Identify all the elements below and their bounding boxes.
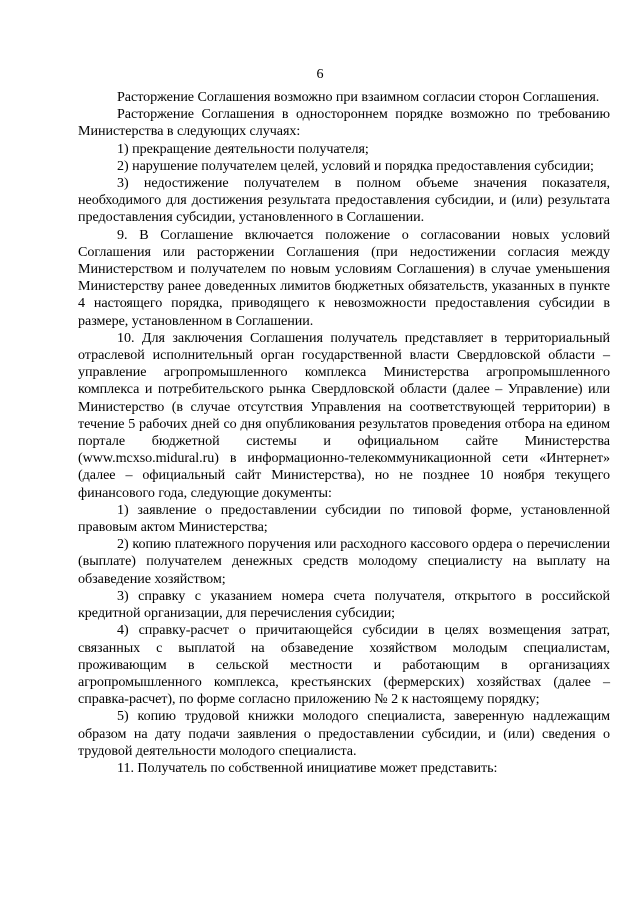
paragraph-termination-mutual: Расторжение Соглашения возможно при взаимном согласии сторон Соглашения. bbox=[117, 89, 600, 105]
paragraph-clause-11: 11. Получатель по собственной инициативе может представить: bbox=[117, 759, 498, 776]
list-item-document-4: 4) справку-расчет о причитающейся субсидии в целях возмещения затрат, связанных с выплатой на обзаведение хозяйством молодым специалистам, проживающим в сельской местности и работающим в организациях агропромышленного комплекса, крестьянских (фермерских) хозяйствах (далее – справка-расчет), по форме согласно приложению № 2 к настоящему порядку; bbox=[78, 622, 610, 708]
list-item-document-1: 1) заявление о предоставлении субсидии по типовой форме, установленной правовым актом Министерства; bbox=[78, 501, 610, 536]
list-item-case-2: 2) нарушение получателем целей, условий и порядка предоставления субсидии; bbox=[117, 157, 594, 174]
list-item-document-2: 2) копию платежного поручения или расходного кассового ордера о перечислении (выплате) получателем денежных средств молодому специалисту на выплату на обзаведение хозяйством; bbox=[78, 536, 610, 587]
list-item-document-3: 3) справку с указанием номера счета получателя, открытого в российской кредитной организации, для перечисления субсидии; bbox=[78, 587, 610, 622]
paragraph-termination-unilateral: Расторжение Соглашения в одностороннем порядке возможно по требованию Министерства в следующих случаях: bbox=[78, 106, 610, 140]
list-item-case-3: 3) недостижение получателем в полном объеме значения показателя, необходимого для достижения результата предоставления субсидии, и (или) результата предоставления субсидии, установленного в Соглашении. bbox=[78, 175, 610, 226]
list-item-document-5: 5) копию трудовой книжки молодого специалиста, заверенную надлежащим образом на дату подачи заявления о предоставлении субсидии, и (или) сведения о трудовой деятельности молодого специалиста. bbox=[78, 708, 610, 759]
list-item-case-1: 1) прекращение деятельности получателя; bbox=[117, 140, 369, 157]
paragraph-clause-10: 10. Для заключения Соглашения получатель представляет в территориальный отраслевой исполнительный орган государственной власти Свердловской области – управление агропромышленного комплекса Министерства агропромышленного комплекса и потребительского рынка Свердловской области (далее – Управление) или Министерство (в случае отсутствия Управления на соответствующей территории) в течение 5 рабочих дней со дня опубликования результатов проведения отбора на едином портале бюджетной системы и официальном сайте Министерства (www.mcxso.midural.ru) в информационно-телекоммуникационной сети «Интернет» (далее – официальный сайт Министерства), но не позднее 10 ноября текущего финансового года, следующие документы: bbox=[78, 329, 610, 501]
document-body bbox=[78, 89, 610, 777]
paragraph-clause-9: 9. В Соглашение включается положение о согласовании новых условий Соглашения или расторжении Соглашения (при недостижении согласия между Министерством и получателем по новым условиям Соглашения) в случае уменьшения Министерству ранее доведенных лимитов бюджетных обязательств, указанных в пункте 4 настоящего порядка, приводящего к невозможности предоставления субсидии в размере, установленном в Соглашении. bbox=[78, 226, 610, 329]
page-number: 6 bbox=[316, 66, 324, 82]
